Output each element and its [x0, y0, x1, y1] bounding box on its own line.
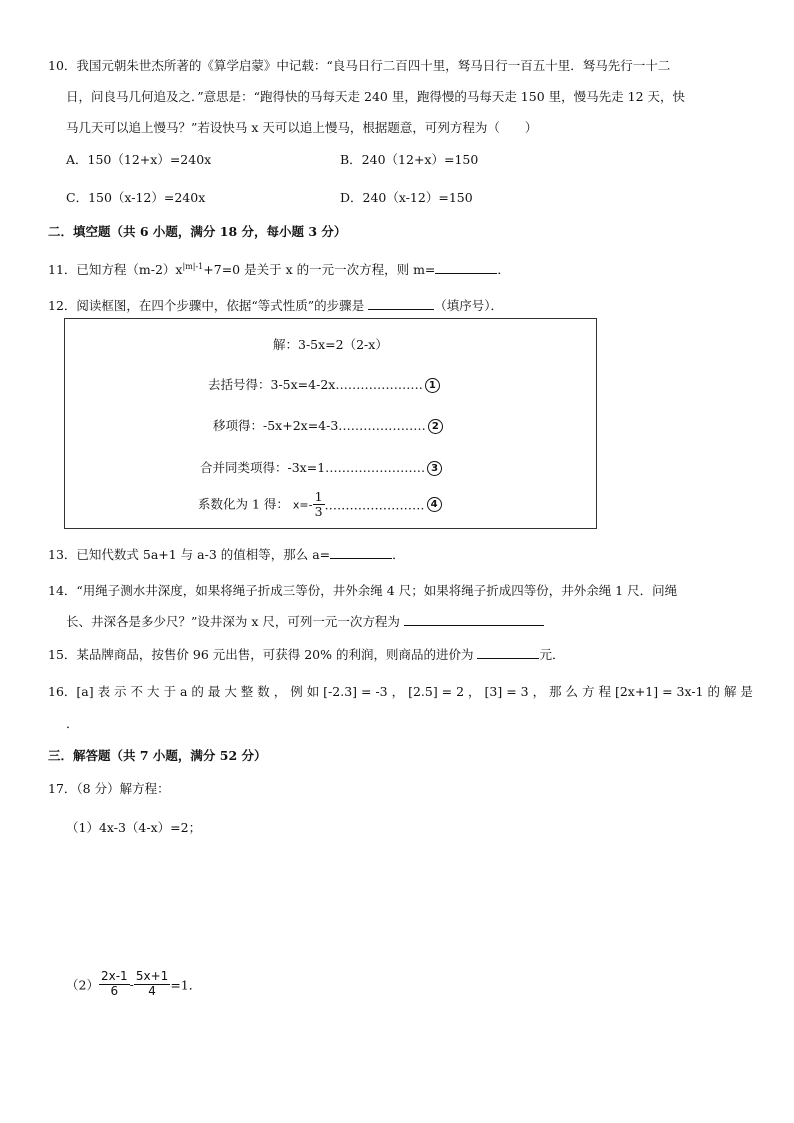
q12-prompt: 12．阅读框图，在四个步骤中，依据“等式性质”的步骤是 [48, 298, 365, 313]
step-4-dots: …………………… [324, 497, 425, 513]
q11-pre: 11．已知方程（m-2）x [48, 262, 183, 277]
q17-part2-end: =1． [170, 977, 202, 993]
q11-end: ． [497, 262, 510, 277]
q11-answer-blank[interactable] [435, 273, 497, 274]
q13-prompt: 13．已知代数式 5a+1 与 a-3 的值相等，那么 a= [48, 547, 331, 562]
step-4-text: 系数化为 1 得： [198, 496, 289, 512]
q12-suffix: （填序号）． [434, 298, 503, 313]
q17-fraction-2 [134, 970, 170, 999]
q13-answer-blank[interactable] [330, 558, 392, 559]
q15-text [48, 645, 565, 663]
q10-option-a: A．150（12+x）=240x [66, 152, 212, 167]
q13-text [48, 545, 405, 563]
q14-prompt: 长、井深各是多少尺？”设井深为 x 尺，可列一元一次方程为 [66, 614, 400, 629]
fraction-1-denominator: 6 [110, 983, 119, 998]
step-4-fraction [313, 490, 325, 520]
step-4 [198, 490, 442, 520]
q17-part1: （1）4x-3（4-x）=2； [66, 820, 202, 835]
q14-line1: 14．“用绳子测水井深度，如果将绳子折成三等份，井外余绳 4 尺；如果将绳子折成四等份，井外余绳 1 尺．问绳 [48, 583, 678, 598]
q17-part2-label: （2） [66, 977, 99, 993]
step-2 [213, 416, 443, 434]
step-start: 解：3-5x=2（2-x） [273, 337, 388, 352]
step-4-x: x=- [292, 498, 313, 512]
q17-part2 [66, 970, 201, 999]
q11-text [48, 260, 510, 278]
fraction-denominator: 3 [314, 504, 323, 520]
q12-answer-blank[interactable] [368, 309, 434, 310]
q12-solution-box [64, 318, 597, 529]
q12-text [48, 296, 503, 314]
circled-2-marker: 2 [428, 419, 443, 434]
q11-post: +7=0 是关于 x 的一元一次方程，则 m= [203, 262, 436, 277]
q14-answer-blank[interactable] [404, 625, 544, 626]
fraction-2-numerator: 5x+1 [135, 969, 169, 983]
q16-line1: 16．[a] 表 示 不 大 于 a 的 最 大 整 数 ， 例 如 [-2.3] = -3 ， [2.5] = 2 ， [3] = 3 ， 那 么 方 程 [2x+1] = 3x-1 的 解 是 [48, 684, 753, 699]
q10-option-c: C．150（x-12）=240x [66, 190, 206, 205]
q17-heading: 17．（8 分）解方程： [48, 781, 170, 796]
fraction-numerator: 1 [314, 489, 323, 504]
circled-1-marker: 1 [425, 378, 440, 393]
q10-line1: 10．我国元朝朱世杰所著的《算学启蒙》中记载：“良马日行二百四十里，驽马日行一百五十里．驽马先行一十二 [48, 58, 671, 73]
q10-option-d: D．240（x-12）=150 [340, 190, 473, 205]
q15-end: 元． [539, 647, 565, 662]
section-solve-title: 三．解答题（共 7 小题，满分 52 分） [48, 748, 267, 763]
fraction-2-denominator: 4 [148, 983, 156, 998]
step-1 [208, 375, 440, 393]
fraction-1-numerator: 2x-1 [100, 969, 128, 983]
q10-line2: 日，问良马几何追及之．”意思是：“跑得快的马每天走 240 里，跑得慢的马每天走 150 里，慢马先走 12 天，快 [66, 89, 685, 104]
q10-option-b: B．240（12+x）=150 [340, 152, 479, 167]
q15-answer-blank[interactable] [477, 658, 539, 659]
q10-line3: 马几天可以追上慢马？”若设快马 x 天可以追上慢马，根据题意，可列方程为（ ） [66, 120, 538, 135]
step-1-text: 去括号得：3-5x=4-2x………………… [208, 377, 423, 392]
step-3 [200, 458, 442, 476]
step-3-text: 合并同类项得：-3x=1…………………… [200, 460, 426, 475]
section-fill-in-title: 二．填空题（共 6 小题，满分 18 分，每小题 3 分） [48, 224, 347, 239]
step-2-text: 移项得：-5x+2x=4-3………………… [213, 418, 426, 433]
q11-exponent: |m|-1 [182, 261, 204, 271]
q13-end: ． [392, 547, 405, 562]
q14-line2 [66, 612, 544, 630]
q15-prompt: 15．某品牌商品，按售价 96 元出售，可获得 20% 的利润，则商品的进价为 [48, 647, 474, 662]
q16-line2: ． [66, 716, 79, 731]
q17-fraction-1 [99, 970, 130, 999]
circled-4-marker: 4 [427, 497, 442, 512]
minus-sign: - [129, 976, 134, 992]
circled-3-marker: 3 [427, 461, 442, 476]
